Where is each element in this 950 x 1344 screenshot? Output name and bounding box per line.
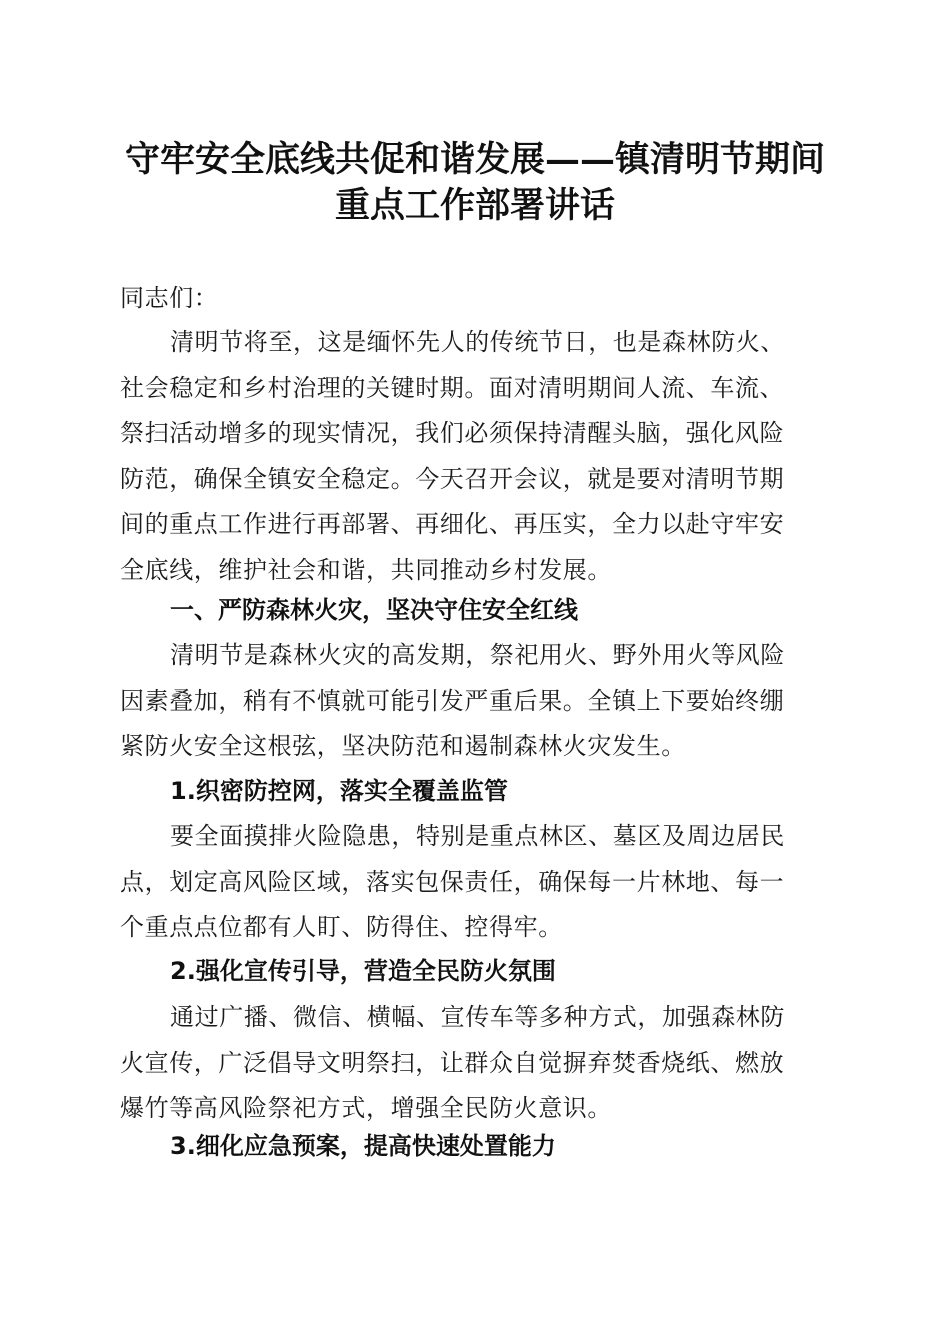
paragraph-line: 间的重点工作进行再部署、再细化、再压实，全力以赴守牢安: [120, 510, 785, 538]
paragraph-line: 因素叠加，稍有不慎就可能引发严重后果。全镇上下要始终绷: [120, 686, 785, 715]
paragraph-line: 个重点点位都有人盯、防得住、控得牢。: [120, 913, 563, 941]
paragraph-line: 社会稳定和乡村治理的关键时期。面对清明期间人流、车流、: [120, 373, 785, 402]
document-title-line-2: 重点工作部署讲话: [334, 185, 615, 226]
section-1-heading: 一、严防森林火灾，坚决守住安全红线: [170, 596, 578, 624]
paragraph-line: 要全面摸排火险隐患，特别是重点林区、墓区及周边居民: [170, 822, 785, 850]
paragraph-line: 点，划定高风险区域，落实包保责任，确保每一片林地、每一: [120, 867, 785, 896]
paragraph-line: 火宣传，广泛倡导文明祭扫，让群众自觉摒弃焚香烧纸、燃放: [120, 1048, 785, 1077]
paragraph-line: 防范，确保全镇安全稳定。今天召开会议，就是要对清明节期: [120, 464, 785, 493]
paragraph-line: 祭扫活动增多的现实情况，我们必须保持清醒头脑，强化风险: [120, 419, 785, 447]
item-3-heading: 3.细化应急预案，提高快速处置能力: [170, 1132, 556, 1160]
item-2-heading: 2.强化宣传引导，营造全民防火氛围: [170, 957, 556, 985]
paragraph-line: 全底线，维护社会和谐，共同推动乡村发展。: [120, 555, 612, 584]
section-1-paragraph: [120, 633, 820, 770]
item-2-paragraph: [120, 995, 820, 1132]
paragraph-line: 紧防火安全这根弦，坚决防范和遏制森林火灾发生。: [120, 732, 686, 760]
paragraph-line: 清明节将至，这是缅怀先人的传统节日，也是森林防火、: [170, 328, 785, 356]
paragraph-line: 爆竹等高风险祭祀方式，增强全民防火意识。: [120, 1094, 612, 1122]
paragraph-line: 清明节是森林火灾的高发期，祭祀用火、野外用火等风险: [170, 641, 785, 669]
paragraph-line: 通过广播、微信、横幅、宣传车等多种方式，加强森林防: [170, 1003, 785, 1031]
intro-paragraph: [120, 320, 820, 593]
item-1-paragraph: [120, 814, 820, 951]
document-title-line-1: 守牢安全底线共促和谐发展——镇清明节期间: [124, 139, 825, 180]
item-1-heading: 1.织密防控网，落实全覆盖监管: [170, 777, 508, 805]
salutation: 同志们：: [120, 284, 219, 312]
